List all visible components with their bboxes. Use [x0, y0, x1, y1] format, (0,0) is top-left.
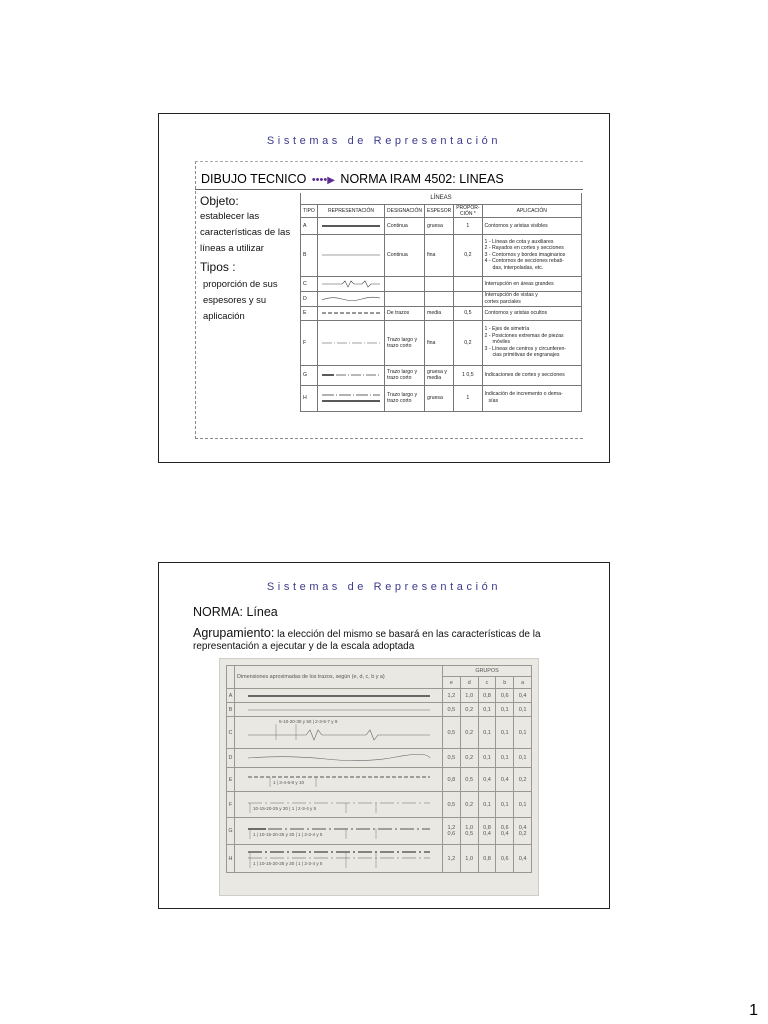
table-row — [301, 291, 582, 306]
line-sample-wavy — [318, 291, 385, 306]
col-header: REPRESENTACIÓN — [318, 204, 385, 217]
line-sample-zigzag — [318, 276, 385, 291]
row-tipo: A — [227, 689, 235, 703]
row-designacion: Trazo largo y trazo corto — [385, 385, 425, 411]
row-aplicacion: Indicaciones de cortes y secciones — [482, 365, 581, 385]
line-drawing-b — [235, 703, 443, 717]
table-row: B 0,5 0,2 0,1 0,1 0,1 — [227, 703, 532, 717]
grupo-col: a — [514, 677, 532, 689]
norma-linea-heading: NORMA: Línea — [193, 605, 278, 619]
row-proporcion: 1 — [454, 385, 482, 411]
table-row: F 10-15-20-25 y 30 | 1 | 2-3-4 y 5 0,5 0,2 0,1 0,1 0,1 — [227, 792, 532, 818]
line-sample-solid-thick — [318, 217, 385, 234]
row-designacion: Continua — [385, 217, 425, 234]
row-designacion: De trazos — [385, 306, 425, 320]
table-row — [301, 276, 582, 291]
table-row: C 5-10-20-30 y 50 | 2-3-5-7 y 9 0,5 0,2 0,1 0,1 0,1 — [227, 717, 532, 749]
row-tipo: D — [227, 749, 235, 768]
grupo-col: e — [443, 677, 461, 689]
row-proporcion: 1 — [454, 217, 482, 234]
line-drawing-c — [235, 717, 443, 749]
lineas-table-caption: LÍNEAS — [301, 193, 582, 204]
line-sample-dashdot-mixed — [318, 365, 385, 385]
table-row — [301, 306, 582, 320]
table-row — [301, 217, 582, 234]
line-drawing-f — [235, 792, 443, 818]
row-aplicacion: Contornos y aristas ocultos — [482, 306, 581, 320]
slide-2 — [158, 562, 610, 909]
table-row: E 1 | 3-4-6-8 y 10 0,8 0,5 0,4 0,4 0,2 — [227, 768, 532, 792]
row-espesor — [425, 291, 454, 306]
table-row — [301, 234, 582, 276]
line-sample-dashdot-thin — [318, 320, 385, 365]
grupo-col: b — [496, 677, 514, 689]
row-aplicacion: Interrupción en áreas grandes — [482, 276, 581, 291]
page-number: 1 — [749, 1002, 758, 1019]
arrow-icon: ••••▶ — [311, 174, 335, 186]
lineas-table — [300, 193, 582, 412]
annotation-f: 10-15-20-25 y 30 | 1 | 2-3-4 y 5 — [253, 806, 317, 811]
slide-2-title: Sistemas de Representación — [266, 581, 502, 593]
grupos-scanned-table — [219, 658, 539, 896]
row-aplicacion: Contornos y aristas visibles — [482, 217, 581, 234]
line-drawing-d — [235, 749, 443, 768]
slide-1-title: Sistemas de Representación — [266, 135, 502, 147]
col-header: ESPESOR — [425, 204, 454, 217]
table-row: A 1,2 1,0 0,8 0,6 0,4 — [227, 689, 532, 703]
row-tipo: H — [301, 385, 318, 411]
agrupamiento-text: la elección del mismo se basará en las características de la representación a ejecutar y de la escala adoptada — [193, 629, 541, 652]
row-proporcion: 0,2 — [454, 234, 482, 276]
grupo-col: d — [460, 677, 478, 689]
row-aplicacion: 1 - Ejes de simetría 2 - Posiciones extremas de piezas móviles 3 - Líneas de centros y circunferen- cias primitivas de engranajes — [482, 320, 581, 365]
annotation-g: 1 | 10-15-20-25 y 30 | 1 | 2-3-4 y 5 — [253, 832, 323, 837]
row-proporcion — [454, 276, 482, 291]
col-header: PROPOR-CIÓN * — [454, 204, 482, 217]
col-header: DESIGNACIÓN — [385, 204, 425, 217]
slide-1 — [158, 113, 610, 463]
header-dibujo-tecnico: DIBUJO TECNICO — [201, 172, 307, 186]
line-drawing-h — [235, 845, 443, 873]
row-aplicacion: 1 - Líneas de cota y auxiliares 2 - Rayados en cortes y secciones 3 - Contornos y bordes imaginarios 4 - Contornos de secciones rebati- das, interpoladas, etc. — [482, 234, 581, 276]
row-tipo: E — [301, 306, 318, 320]
row-tipo: A — [301, 217, 318, 234]
header-norma-iram: NORMA IRAM 4502: LINEAS — [340, 172, 504, 186]
row-tipo: B — [301, 234, 318, 276]
objeto-text: establecer las características de las líneas a utilizar — [200, 211, 291, 254]
line-drawing-e — [235, 768, 443, 792]
line-drawing-a — [235, 689, 443, 703]
grupos-desc-header: Dimensiones aproximadas de los trazos, según (e, d, c, b y a) — [235, 666, 443, 689]
row-tipo: H — [227, 845, 235, 873]
row-espesor: fina — [425, 234, 454, 276]
tipos-text: proporción de sus espesores y su aplicación — [203, 278, 278, 321]
agrupamiento-heading: Agrupamiento: — [193, 626, 275, 640]
tipos-heading: Tipos : — [200, 260, 236, 274]
row-designacion — [385, 276, 425, 291]
row-tipo: G — [227, 818, 235, 845]
table-row: H 1 | 10-15-20-25 y 30 | 1 | 2-3-4 y 5 1,2 1,0 0,8 0,6 0,4 — [227, 845, 532, 873]
annotation-e: 1 | 3-4-6-8 y 10 — [273, 780, 305, 785]
row-tipo: C — [301, 276, 318, 291]
objeto-heading: Objeto: — [200, 194, 239, 208]
row-espesor: gruesa — [425, 217, 454, 234]
header-divider — [195, 189, 583, 190]
table-row — [301, 365, 582, 385]
table-row — [301, 385, 582, 411]
agrupamiento-paragraph — [193, 627, 593, 653]
row-designacion: Trazo largo y trazo corto — [385, 365, 425, 385]
row-espesor: media — [425, 306, 454, 320]
table-row — [301, 320, 582, 365]
table-row: D 0,5 0,2 0,1 0,1 0,1 — [227, 749, 532, 768]
row-tipo: C — [227, 717, 235, 749]
row-designacion: Trazo largo y trazo corto — [385, 320, 425, 365]
row-designacion: Continua — [385, 234, 425, 276]
row-proporcion — [454, 291, 482, 306]
table-row: G 1 | 10-15-20-25 y 30 | 1 | 2-3-4 y 5 1,2 0,6 1,0 0,5 0,8 0,4 0,6 0,4 0,4 0,2 — [227, 818, 532, 845]
annotation-h: 1 | 10-15-20-25 y 30 | 1 | 2-3-4 y 5 — [253, 861, 323, 866]
grupos-table — [226, 665, 532, 873]
slide-1-left-column — [200, 194, 296, 324]
col-header: TIPO — [301, 204, 318, 217]
grupos-header: GRUPOS — [443, 666, 532, 677]
line-sample-dashdot-thick — [318, 385, 385, 411]
grupo-col: c — [478, 677, 496, 689]
line-sample-solid-thin — [318, 234, 385, 276]
row-tipo: B — [227, 703, 235, 717]
row-tipo: E — [227, 768, 235, 792]
row-espesor: fina — [425, 320, 454, 365]
slide-1-header — [201, 172, 504, 186]
row-tipo: G — [301, 365, 318, 385]
row-tipo: D — [301, 291, 318, 306]
row-espesor — [425, 276, 454, 291]
col-header: APLICACIÓN — [482, 204, 581, 217]
row-aplicacion: Interrupción de vistas y cortes parciales — [482, 291, 581, 306]
row-proporcion: 0,5 — [454, 306, 482, 320]
row-proporcion: 0,2 — [454, 320, 482, 365]
row-tipo: F — [301, 320, 318, 365]
row-aplicacion: Indicación de incremento o dema- sías — [482, 385, 581, 411]
row-tipo: F — [227, 792, 235, 818]
row-designacion — [385, 291, 425, 306]
line-sample-dashed — [318, 306, 385, 320]
row-proporcion: 1 0,5 — [454, 365, 482, 385]
line-drawing-g — [235, 818, 443, 845]
annotation-c: 5-10-20-30 y 50 | 2-3-5-7 y 9 — [279, 719, 338, 724]
row-espesor: gruesa y media — [425, 365, 454, 385]
row-espesor: gruesa — [425, 385, 454, 411]
